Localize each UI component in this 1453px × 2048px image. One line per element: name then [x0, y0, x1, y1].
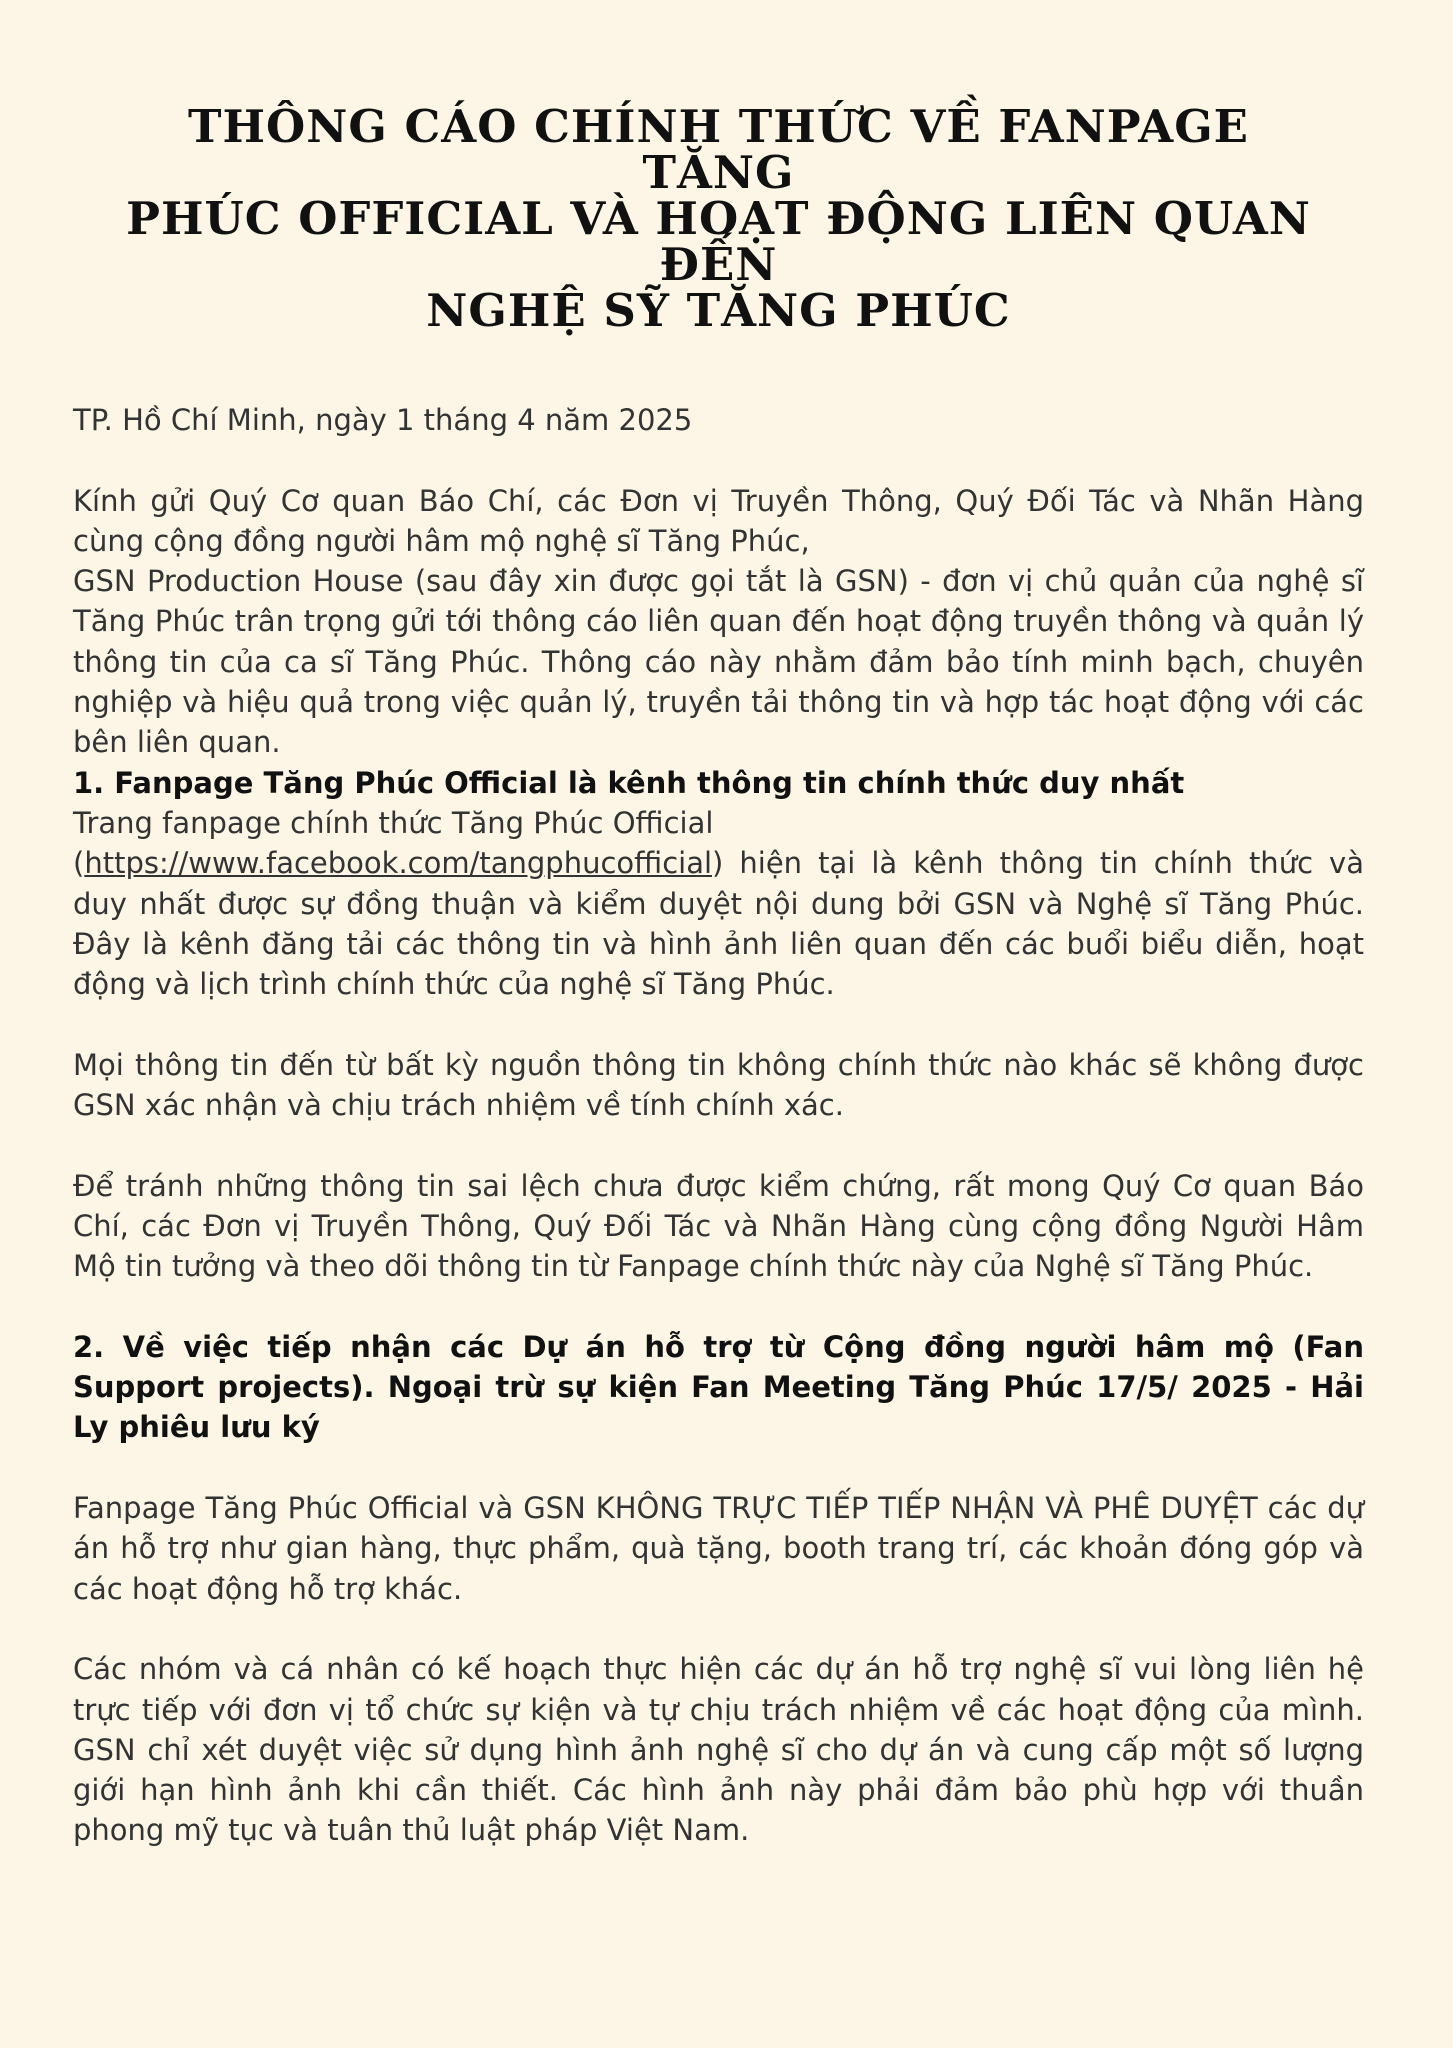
document-body — [73, 400, 1364, 1851]
greeting-paragraph: Kính gửi Quý Cơ quan Báo Chí, các Đơn vị Truyền Thông, Quý Đối Tác và Nhãn Hàng cùng cộng đồng người hâm mộ nghệ sĩ Tăng Phúc, — [73, 483, 1364, 558]
title-line-1: THÔNG CÁO CHÍNH THỨC VỀ FANPAGE TĂNG — [188, 100, 1249, 199]
page-title — [73, 100, 1364, 337]
section-1-paragraph-2: Mọi thông tin đến từ bất kỳ nguồn thông tin không chính thức nào khác sẽ không được GSN xác nhận và chịu trách nhiệm về tính chính xác. — [73, 1047, 1364, 1123]
section-1-paragraph-3: Để tránh những thông tin sai lệch chưa được kiểm chứng, rất mong Quý Cơ quan Báo Chí, các Đơn vị Truyền Thông, Quý Đối Tác và Nhãn Hàng cùng cộng đồng Người Hâm Mộ tin tưởng và theo dõi thông tin từ Fanpage chính thức này của Nghệ sĩ Tăng Phúc. — [73, 1168, 1364, 1284]
link-open-paren: ( — [73, 846, 85, 881]
section-2-paragraph-2: Các nhóm và cá nhân có kế hoạch thực hiện các dự án hỗ trợ nghệ sĩ vui lòng liên hệ trực tiếp với đơn vị tổ chức sự kiện và tự chịu trách nhiệm về các hoạt động của mình. GSN chỉ xét duyệt việc sử dụng hình ảnh nghệ sĩ cho dự án và cung cấp một số lượng giới hạn hình ảnh khi cần thiết. Các hình ảnh này phải đảm bảo phù hợp với thuần phong mỹ tục và tuân thủ luật pháp Việt Nam. — [73, 1652, 1364, 1848]
section-2-heading: 2. Về việc tiếp nhận các Dự án hỗ trợ từ Cộng đồng người hâm mộ (Fan Support projects). Ngoại trừ sự kiện Fan Meeting Tăng Phúc 17/5/ 2025 - Hải Ly phiêu lưu ký — [73, 1329, 1364, 1445]
date-line: TP. Hồ Chí Minh, ngày 1 tháng 4 năm 2025 — [73, 403, 693, 437]
title-line-2: PHÚC OFFICIAL VÀ HOẠT ĐỘNG LIÊN QUAN ĐẾN — [126, 192, 1311, 291]
fanpage-link[interactable]: https://www.facebook.com/tangphucofficial — [84, 846, 713, 881]
section-1-heading: 1. Fanpage Tăng Phúc Official là kênh thông tin chính thức duy nhất — [73, 765, 1185, 800]
section-2-paragraph-1: Fanpage Tăng Phúc Official và GSN KHÔNG TRỰC TIẾP TIẾP NHẬN VÀ PHÊ DUYỆT các dự án hỗ trợ như gian hàng, thực phẩm, quà tặng, booth trang trí, các khoản đóng góp và các hoạt động hỗ trợ khác. — [73, 1491, 1364, 1606]
section-1-first-line: Trang fanpage chính thức Tăng Phúc Official — [73, 805, 714, 840]
intro-paragraph: GSN Production House (sau đây xin được gọi tắt là GSN) - đơn vị chủ quản của nghệ sĩ Tăng Phúc trân trọng gửi tới thông cáo liên quan đến hoạt động truyền thông và quản lý thông tin của ca sĩ Tăng Phúc. Thông cáo này nhằm đảm bảo tính minh bạch, chuyên nghiệp và hiệu quả trong việc quản lý, truyền tải thông tin và hợp tác hoạt động với các bên liên quan. — [73, 564, 1364, 760]
title-line-3: NGHỆ SỸ TĂNG PHÚC — [426, 284, 1011, 337]
section-1-paragraph — [73, 843, 1364, 1004]
section-1-link-continuation: ) hiện tại là kênh thông tin chính thức và duy nhất được sự đồng thuận và kiểm duyệt nội dung bởi GSN và Nghệ sĩ Tăng Phúc. Đây là kênh đăng tải các thông tin và hình ảnh liên quan đến các buổi biểu diễn, hoạt động và lịch trình chính thức của nghệ sĩ Tăng Phúc. — [73, 846, 1364, 1002]
